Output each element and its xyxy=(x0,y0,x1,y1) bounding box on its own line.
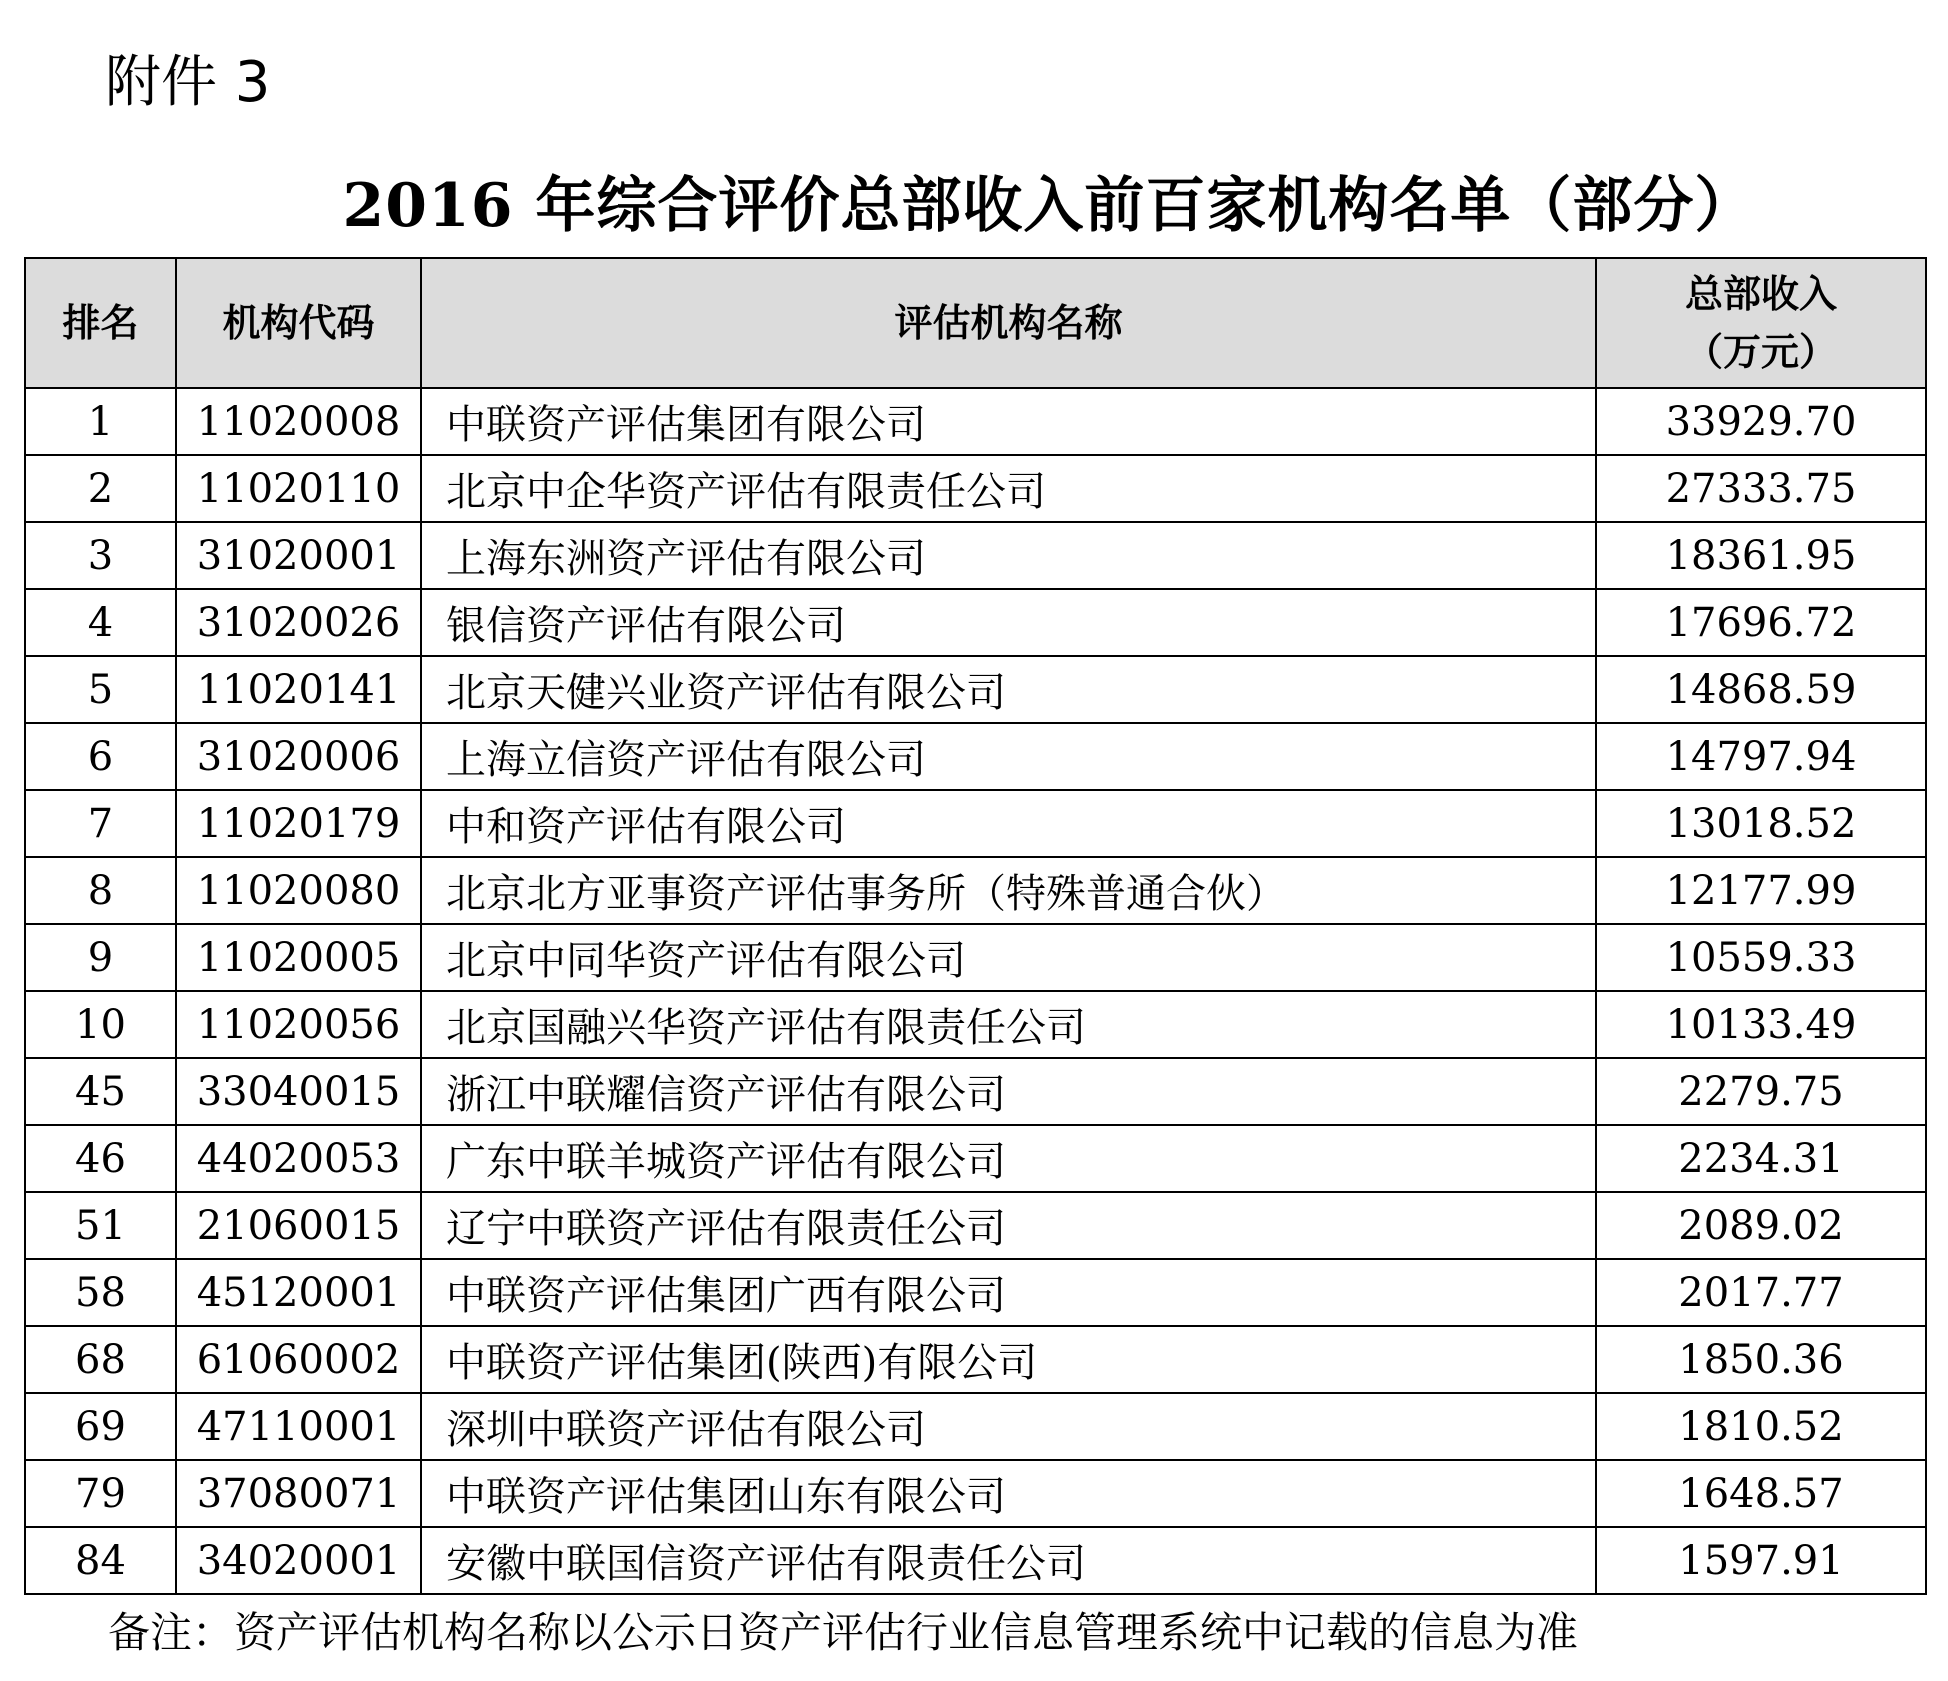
table-row xyxy=(25,589,1926,656)
cell-name: 广东中联羊城资产评估有限公司 xyxy=(421,1125,1596,1192)
table-row xyxy=(25,857,1926,924)
table-row xyxy=(25,1326,1926,1393)
cell-income: 2089.02 xyxy=(1596,1192,1926,1259)
header-code: 机构代码 xyxy=(176,258,421,388)
cell-rank: 1 xyxy=(25,388,176,455)
header-income-line1: 总部收入 xyxy=(1684,272,1837,316)
cell-code: 31020001 xyxy=(176,522,421,589)
cell-income: 27333.75 xyxy=(1596,455,1926,522)
cell-rank: 46 xyxy=(25,1125,176,1192)
cell-income: 12177.99 xyxy=(1596,857,1926,924)
cell-name: 中和资产评估有限公司 xyxy=(421,790,1596,857)
cell-code: 11020056 xyxy=(176,991,421,1058)
header-rank: 排名 xyxy=(25,258,176,388)
document-title: 2016 年综合评价总部收入前百家机构名单（部分） xyxy=(342,171,1756,241)
cell-rank: 10 xyxy=(25,991,176,1058)
table-row xyxy=(25,1058,1926,1125)
cell-code: 21060015 xyxy=(176,1192,421,1259)
cell-name: 上海东洲资产评估有限公司 xyxy=(421,522,1596,589)
cell-code: 11020179 xyxy=(176,790,421,857)
table-row xyxy=(25,924,1926,991)
table-row xyxy=(25,1192,1926,1259)
cell-code: 11020005 xyxy=(176,924,421,991)
table-row xyxy=(25,656,1926,723)
cell-rank: 7 xyxy=(25,790,176,857)
cell-rank: 5 xyxy=(25,656,176,723)
cell-name: 中联资产评估集团有限公司 xyxy=(421,388,1596,455)
cell-code: 11020110 xyxy=(176,455,421,522)
cell-rank: 68 xyxy=(25,1326,176,1393)
attachment-label: 附件 3 xyxy=(105,50,271,115)
cell-income: 1810.52 xyxy=(1596,1393,1926,1460)
cell-code: 33040015 xyxy=(176,1058,421,1125)
table-header-row xyxy=(25,258,1926,388)
cell-rank: 58 xyxy=(25,1259,176,1326)
cell-rank: 8 xyxy=(25,857,176,924)
cell-rank: 9 xyxy=(25,924,176,991)
cell-income: 13018.52 xyxy=(1596,790,1926,857)
cell-income: 17696.72 xyxy=(1596,589,1926,656)
header-income xyxy=(1596,258,1926,388)
table-row xyxy=(25,522,1926,589)
cell-code: 44020053 xyxy=(176,1125,421,1192)
cell-income: 10133.49 xyxy=(1596,991,1926,1058)
cell-code: 31020026 xyxy=(176,589,421,656)
table-row xyxy=(25,723,1926,790)
cell-name: 北京中同华资产评估有限公司 xyxy=(421,924,1596,991)
cell-code: 45120001 xyxy=(176,1259,421,1326)
cell-rank: 69 xyxy=(25,1393,176,1460)
table-row xyxy=(25,388,1926,455)
cell-rank: 3 xyxy=(25,522,176,589)
cell-income: 1648.57 xyxy=(1596,1460,1926,1527)
table-row xyxy=(25,991,1926,1058)
cell-income: 1850.36 xyxy=(1596,1326,1926,1393)
table-row xyxy=(25,455,1926,522)
table-row xyxy=(25,1259,1926,1326)
institution-table xyxy=(24,257,1927,1595)
cell-name: 中联资产评估集团广西有限公司 xyxy=(421,1259,1596,1326)
header-name: 评估机构名称 xyxy=(421,258,1596,388)
cell-code: 11020008 xyxy=(176,388,421,455)
cell-name: 安徽中联国信资产评估有限责任公司 xyxy=(421,1527,1596,1594)
cell-income: 18361.95 xyxy=(1596,522,1926,589)
cell-name: 中联资产评估集团(陕西)有限公司 xyxy=(421,1326,1596,1393)
cell-code: 34020001 xyxy=(176,1527,421,1594)
cell-name: 北京中企华资产评估有限责任公司 xyxy=(421,455,1596,522)
cell-name: 辽宁中联资产评估有限责任公司 xyxy=(421,1192,1596,1259)
cell-rank: 45 xyxy=(25,1058,176,1125)
table-row xyxy=(25,1125,1926,1192)
cell-name: 北京国融兴华资产评估有限责任公司 xyxy=(421,991,1596,1058)
header-income-line2: （万元） xyxy=(1684,330,1837,374)
cell-name: 北京北方亚事资产评估事务所（特殊普通合伙） xyxy=(421,857,1596,924)
cell-code: 37080071 xyxy=(176,1460,421,1527)
cell-income: 2234.31 xyxy=(1596,1125,1926,1192)
cell-rank: 2 xyxy=(25,455,176,522)
cell-income: 2017.77 xyxy=(1596,1259,1926,1326)
cell-name: 深圳中联资产评估有限公司 xyxy=(421,1393,1596,1460)
cell-income: 14797.94 xyxy=(1596,723,1926,790)
cell-income: 14868.59 xyxy=(1596,656,1926,723)
cell-rank: 79 xyxy=(25,1460,176,1527)
cell-name: 浙江中联耀信资产评估有限公司 xyxy=(421,1058,1596,1125)
footnote: 备注：资产评估机构名称以公示日资产评估行业信息管理系统中记载的信息为准 xyxy=(108,1608,1579,1657)
cell-code: 31020006 xyxy=(176,723,421,790)
cell-income: 1597.91 xyxy=(1596,1527,1926,1594)
cell-code: 47110001 xyxy=(176,1393,421,1460)
cell-rank: 84 xyxy=(25,1527,176,1594)
cell-income: 10559.33 xyxy=(1596,924,1926,991)
cell-rank: 6 xyxy=(25,723,176,790)
cell-code: 11020141 xyxy=(176,656,421,723)
cell-income: 2279.75 xyxy=(1596,1058,1926,1125)
table-row xyxy=(25,1527,1926,1594)
cell-income: 33929.70 xyxy=(1596,388,1926,455)
cell-code: 61060002 xyxy=(176,1326,421,1393)
cell-rank: 51 xyxy=(25,1192,176,1259)
table-row xyxy=(25,790,1926,857)
cell-name: 上海立信资产评估有限公司 xyxy=(421,723,1596,790)
cell-name: 中联资产评估集团山东有限公司 xyxy=(421,1460,1596,1527)
cell-code: 11020080 xyxy=(176,857,421,924)
table-row xyxy=(25,1393,1926,1460)
cell-name: 北京天健兴业资产评估有限公司 xyxy=(421,656,1596,723)
table-row xyxy=(25,1460,1926,1527)
cell-rank: 4 xyxy=(25,589,176,656)
cell-name: 银信资产评估有限公司 xyxy=(421,589,1596,656)
